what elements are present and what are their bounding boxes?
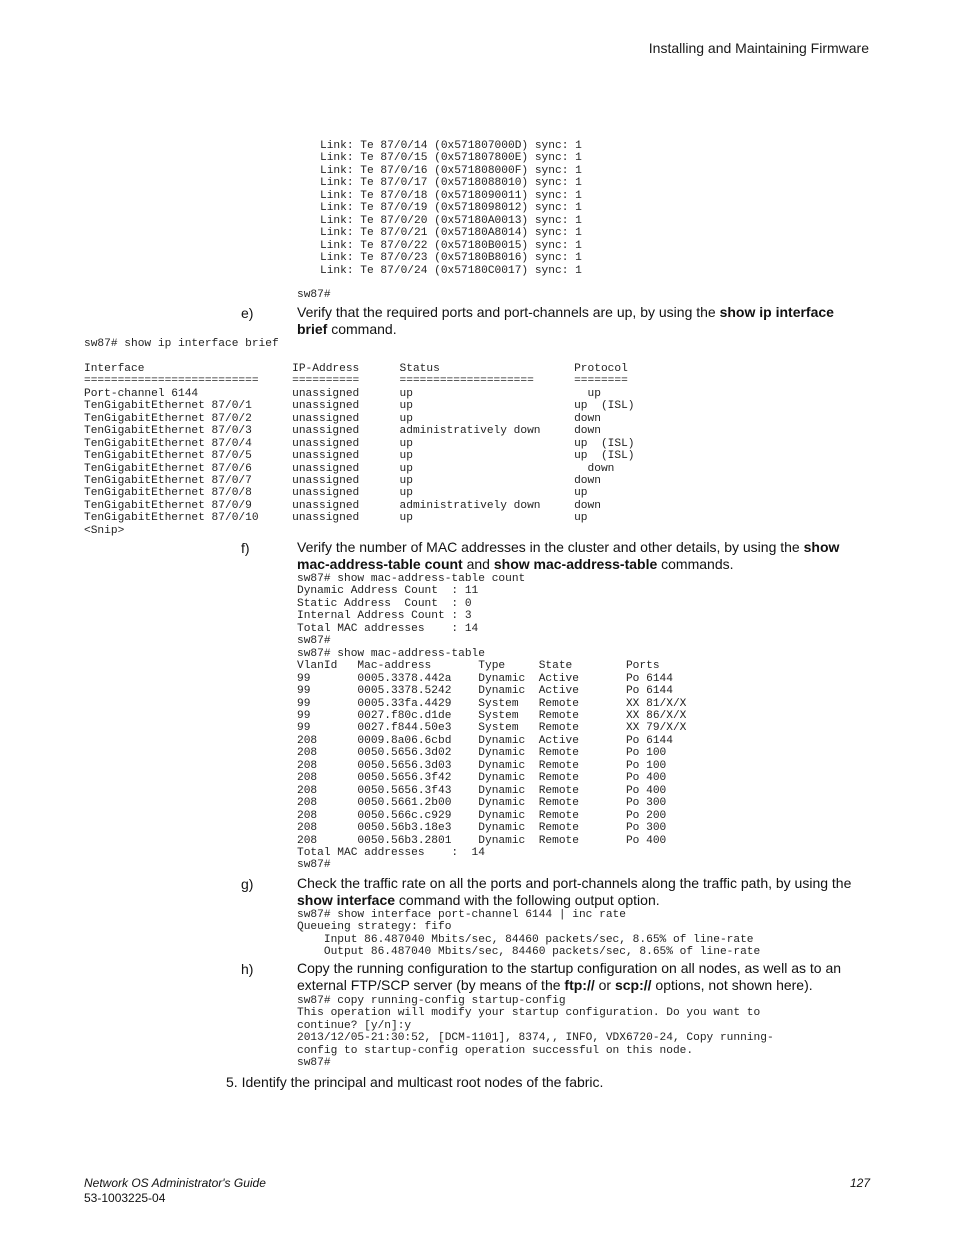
step-g-label: g) (241, 876, 254, 892)
code-line: Link: Te 87/0/16 (0x571808000F) sync: 1 (320, 164, 582, 177)
code-line: sw87# show mac-address-table (297, 647, 485, 660)
code-line: continue? [y/n]:y (297, 1019, 412, 1032)
code-block-copy-config (297, 995, 774, 1070)
code-line: Link: Te 87/0/24 (0x57180C0017) sync: 1 (320, 264, 582, 277)
code-line: <Snip> (84, 524, 125, 537)
page-header-title: Installing and Maintaining Firmware (648, 40, 869, 56)
code-line: 99 0027.f80c.d1de System Remote XX 86/X/X (297, 709, 687, 722)
code-line: 99 0005.3378.5242 Dynamic Active Po 6144 (297, 685, 673, 698)
footer-doc-number: 53-1003225-04 (84, 1191, 166, 1205)
code-line: Input 86.487040 Mbits/sec, 84460 packets/sec, 8.65% of line-rate (323, 933, 754, 946)
step-h-scp: scp:// (614, 977, 652, 993)
code-line: Total MAC addresses : 14 (297, 846, 485, 859)
code-line: Static Address Count : 0 (297, 597, 472, 610)
step-5-text: 5. Identify the principal and multicast root nodes of the fabric. (226, 1074, 604, 1090)
footer-guide-title: Network OS Administrator's Guide (84, 1176, 266, 1190)
code-line: TenGigabitEthernet 87/0/5 unassigned up up (ISL) (84, 450, 635, 463)
code-line: sw87# show ip interface brief (84, 338, 279, 350)
code-line: sw87# show interface port-channel 6144 | inc rate (297, 909, 626, 921)
code-line: 99 0027.f844.50e3 System Remote XX 79/X/X (297, 722, 687, 735)
step-h-text-after: options, not shown here). (651, 977, 813, 993)
code-line: Total MAC addresses : 14 (297, 622, 479, 635)
code-line: ========================== ========== ==================== ======== (84, 375, 628, 388)
code-line: 99 0005.3378.442a Dynamic Active Po 6144 (297, 672, 673, 685)
code-line: Link: Te 87/0/22 (0x57180B0015) sync: 1 (320, 239, 582, 252)
code-line: Link: Te 87/0/15 (0x571807800E) sync: 1 (320, 152, 582, 165)
step-f-text-after: commands. (657, 556, 734, 572)
code-line: Port-channel 6144 unassigned up up (84, 387, 601, 400)
step-h-ftp: ftp:// (564, 977, 595, 993)
code-block-links (320, 140, 582, 277)
code-line: 208 0050.5656.3d02 Dynamic Remote Po 100 (297, 747, 667, 760)
step-e-command: show ip interface brief (297, 304, 834, 337)
code-block-mac-address-table (297, 573, 686, 872)
code-line: TenGigabitEthernet 87/0/6 unassigned up down (84, 462, 615, 475)
code-line: Link: Te 87/0/17 (0x5718088010) sync: 1 (320, 177, 582, 190)
step-f-command-1: show mac-address-table count (297, 539, 840, 572)
code-line: 208 0050.56b3.18e3 Dynamic Remote Po 300 (297, 822, 667, 835)
code-line: This operation will modify your startup configuration. Do you want to (297, 1007, 761, 1020)
step-f-text-before: Verify the number of MAC addresses in the cluster and other details, by using the (297, 539, 804, 555)
code-block-traffic-rate (297, 909, 760, 959)
step-g-text (297, 875, 862, 909)
code-line: 208 0050.5661.2b00 Dynamic Remote Po 300 (297, 797, 667, 810)
code-line: Dynamic Address Count : 11 (297, 585, 479, 598)
step-f-label: f) (241, 540, 250, 556)
code-line: Link: Te 87/0/18 (0x5718090011) sync: 1 (320, 189, 582, 202)
code-line: sw87# (297, 859, 331, 872)
code-line: sw87# copy running-config startup-config (297, 995, 566, 1007)
step-g-command: show interface (297, 892, 396, 908)
code-line: 208 0050.5656.3f42 Dynamic Remote Po 400 (297, 772, 667, 785)
code-line: TenGigabitEthernet 87/0/3 unassigned administratively down down (84, 425, 601, 438)
code-line: VlanId Mac-address Type State Ports (297, 660, 660, 673)
code-line: TenGigabitEthernet 87/0/8 unassigned up up (84, 487, 588, 500)
step-e-text-after: command. (327, 321, 397, 337)
code-line: TenGigabitEthernet 87/0/7 unassigned up down (84, 474, 601, 487)
code-line: TenGigabitEthernet 87/0/2 unassigned up down (84, 412, 601, 425)
code-line: sw87# (297, 1057, 331, 1070)
step-e-text-before: Verify that the required ports and port-channels are up, by using the (297, 304, 720, 320)
code-line: 208 0050.5656.3f43 Dynamic Remote Po 400 (297, 784, 667, 797)
code-line: 208 0050.566c.c929 Dynamic Remote Po 200 (297, 809, 667, 822)
code-line: Queueing strategy: fifo (297, 921, 452, 934)
code-line: 208 0050.56b3.2801 Dynamic Remote Po 400 (297, 834, 667, 847)
code-line: TenGigabitEthernet 87/0/9 unassigned administratively down down (84, 499, 601, 512)
code-line: Output 86.487040 Mbits/sec, 84460 packets/sec, 8.65% of line-rate (297, 946, 761, 959)
step-f-text (297, 539, 857, 573)
step-e-text (297, 304, 857, 338)
step-f-text-mid: and (462, 556, 494, 572)
code-line: Link: Te 87/0/23 (0x57180B8016) sync: 1 (320, 252, 582, 265)
step-g-text-before: Check the traffic rate on all the ports and port-channels along the traffic path, by using the (297, 875, 852, 891)
code-line: Link: Te 87/0/14 (0x571807000D) sync: 1 (320, 140, 582, 152)
code-line: 2013/12/05-21:30:52, [DCM-1101], 8374,, INFO, VDX6720-24, Copy running- (297, 1032, 774, 1045)
step-h-text-mid: or (594, 977, 615, 993)
code-line: config to startup-config operation successful on this node. (297, 1044, 694, 1057)
code-line: 208 0009.8a06.6cbd Dynamic Active Po 6144 (297, 734, 673, 747)
code-line: sw87# (297, 635, 331, 648)
code-line: Link: Te 87/0/19 (0x5718098012) sync: 1 (320, 202, 582, 215)
code-line: Interface IP-Address Status Protocol (84, 362, 628, 375)
code-line: 99 0005.33fa.4429 System Remote XX 81/X/X (297, 697, 687, 710)
code-line: TenGigabitEthernet 87/0/4 unassigned up up (ISL) (84, 437, 635, 450)
code-prompt: sw87# (297, 289, 331, 301)
step-h-text-before: Copy the running configuration to the startup configuration on all nodes, as well as to an external FTP/SCP server (by means of the (297, 960, 842, 993)
step-h-label: h) (241, 961, 254, 977)
code-line: 208 0050.5656.3d03 Dynamic Remote Po 100 (297, 759, 667, 772)
code-block-ip-interface-brief (84, 338, 635, 537)
code-line: TenGigabitEthernet 87/0/10 unassigned up up (84, 512, 588, 525)
code-line: TenGigabitEthernet 87/0/1 unassigned up up (ISL) (84, 400, 635, 413)
step-f-command-2: show mac-address-table (493, 556, 658, 572)
code-line: Link: Te 87/0/21 (0x57180A8014) sync: 1 (320, 227, 582, 240)
footer-page-number: 127 (849, 1176, 870, 1190)
code-line: Internal Address Count : 3 (297, 610, 472, 623)
step-h-text (297, 960, 857, 994)
step-e-label: e) (241, 305, 254, 321)
code-line: Link: Te 87/0/20 (0x57180A0013) sync: 1 (320, 214, 582, 227)
code-line: sw87# show mac-address-table count (297, 573, 526, 585)
step-g-text-after: command with the following output option. (395, 892, 660, 908)
